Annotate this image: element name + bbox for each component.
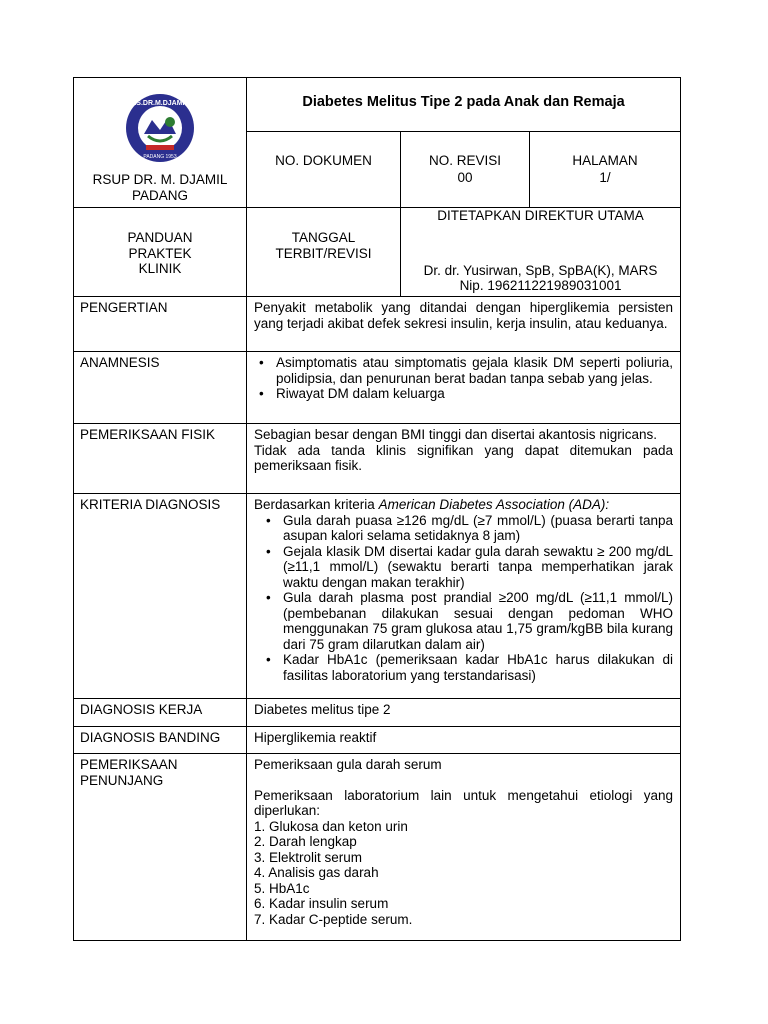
- list-item: 3. Elektrolit serum: [254, 849, 363, 865]
- hospital-name: RSUP DR. M. DJAMIL: [92, 172, 228, 187]
- tanggal-label-2: TERBIT/REVISI: [275, 245, 372, 261]
- pemeriksaan-penunjang-label: [74, 754, 247, 941]
- hospital-city: PADANG: [131, 187, 188, 203]
- tanggal-label-1: TANGGAL: [291, 230, 356, 245]
- penunjang-p1: Pemeriksaan gula darah serum: [254, 757, 442, 772]
- penunjang-p2: Pemeriksaan laboratorium lain untuk mengetahui etiologi yang diperlukan:: [254, 787, 674, 818]
- list-item: • Kadar HbA1c (pemeriksaan kadar HbA1c harus dilakukan di fasilitas laboratorium yang terstandarisasi): [283, 652, 673, 683]
- list-item: • Asimptomatis atau simptomatis gejala klasik DM seperti poliuria, polidipsia, dan penurunan berat badan tanpa sebab yang jelas.: [276, 355, 673, 386]
- pengertian-text: Penyakit metabolik yang ditandai dengan hiperglikemia persisten yang terjadi akibat defek sekresi insulin, kerja insulin, atau keduanya.: [247, 297, 681, 352]
- list-item: 7. Kadar C-peptide serum.: [254, 911, 413, 927]
- no-dokumen-label: NO. DOKUMEN: [275, 153, 372, 168]
- no-revisi-label: NO. REVISI: [428, 153, 501, 168]
- document-title: Diabetes Melitus Tipe 2 pada Anak dan Remaja: [302, 94, 625, 110]
- ditetapkan-cell: [401, 208, 681, 297]
- kriteria-intro-italic: American Diabetes Association (ADA):: [378, 497, 610, 512]
- guideline-table: [73, 77, 681, 941]
- pemeriksaan-penunjang-content: [247, 754, 681, 941]
- list-item: • Gula darah puasa ≥126 mg/dL (≥7 mmol/L) (puasa berarti tanpa asupan kalori selama setidaknya 8 jam): [283, 513, 673, 544]
- list-item: 2. Darah lengkap: [254, 834, 357, 849]
- hospital-logo-icon: [124, 92, 196, 164]
- pemeriksaan-penunjang-label-2: PENUNJANG: [80, 772, 164, 788]
- ditetapkan-label: DITETAPKAN DIREKTUR UTAMA: [437, 208, 644, 223]
- pengertian-label: PENGERTIAN: [74, 297, 247, 352]
- panduan-cell: [74, 208, 247, 297]
- director-name: Dr. dr. Yusirwan, SpB, SpBA(K), MARS: [423, 262, 658, 278]
- diagnosis-kerja-label: DIAGNOSIS KERJA: [74, 699, 247, 727]
- halaman-label: HALAMAN: [572, 153, 638, 168]
- panduan-label-1: PANDUAN: [127, 230, 193, 245]
- kriteria-diagnosis-label: KRITERIA DIAGNOSIS: [74, 494, 247, 699]
- diagnosis-banding-label: DIAGNOSIS BANDING: [74, 727, 247, 754]
- no-revisi-cell: [401, 132, 530, 208]
- no-dokumen-cell: [247, 132, 401, 208]
- kriteria-diagnosis-content: [247, 494, 681, 699]
- anamnesis-label: ANAMNESIS: [74, 352, 247, 424]
- list-item: 5. HbA1c: [254, 880, 310, 896]
- list-item: • Riwayat DM dalam keluarga: [276, 386, 673, 402]
- halaman-cell: [530, 132, 681, 208]
- panduan-label-3: KLINIK: [138, 261, 182, 276]
- pemeriksaan-fisik-content: [247, 424, 681, 494]
- pemeriksaan-penunjang-label-1: PEMERIKSAAN: [80, 757, 178, 772]
- hospital-cell: [74, 78, 247, 208]
- no-revisi-value: 00: [457, 169, 473, 185]
- pemeriksaan-fisik-label: PEMERIKSAAN FISIK: [74, 424, 247, 494]
- list-item: 4. Analisis gas darah: [254, 865, 379, 880]
- director-nip: Nip. 196211221989031001: [459, 278, 622, 293]
- diagnosis-banding-text: Hiperglikemia reaktif: [247, 727, 681, 754]
- document-page: [73, 77, 680, 941]
- tanggal-cell: [247, 208, 401, 297]
- kriteria-intro: Berdasarkan kriteria: [254, 497, 379, 512]
- pemeriksaan-fisik-p2: Tidak ada tanda klinis signifikan yang dapat ditemukan pada pemeriksaan fisik.: [254, 442, 674, 473]
- list-item: 6. Kadar insulin serum: [254, 896, 389, 911]
- document-title-cell: [247, 78, 681, 132]
- anamnesis-content: [247, 352, 681, 424]
- halaman-value: 1/: [599, 169, 611, 185]
- svg-text:PADANG 1953: PADANG 1953: [143, 154, 177, 160]
- diagnosis-kerja-text: Diabetes melitus tipe 2: [247, 699, 681, 727]
- panduan-label-2: PRAKTEK: [128, 245, 192, 261]
- list-item: • Gejala klasik DM disertai kadar gula darah sewaktu ≥ 200 mg/dL (≥11,1 mmol/L) (sewaktu berarti tanpa memperhatikan jarak waktu dengan makan terakhir): [283, 544, 673, 591]
- svg-text:RS.DR.M.DJAMIL: RS.DR.M.DJAMIL: [131, 100, 189, 107]
- pemeriksaan-fisik-p1: Sebagian besar dengan BMI tinggi dan disertai akantosis nigricans.: [254, 427, 658, 442]
- list-item: • Gula darah plasma post prandial ≥200 mg/dL (≥11,1 mmol/L) (pembebanan dilakukan sesuai dengan pedoman WHO menggunakan 75 gram glukosa atau 1,75 gram/kgBB bila kurang dari 75 gram dilarutkan dalam air): [283, 590, 673, 652]
- list-item: 1. Glukosa dan keton urin: [254, 818, 408, 834]
